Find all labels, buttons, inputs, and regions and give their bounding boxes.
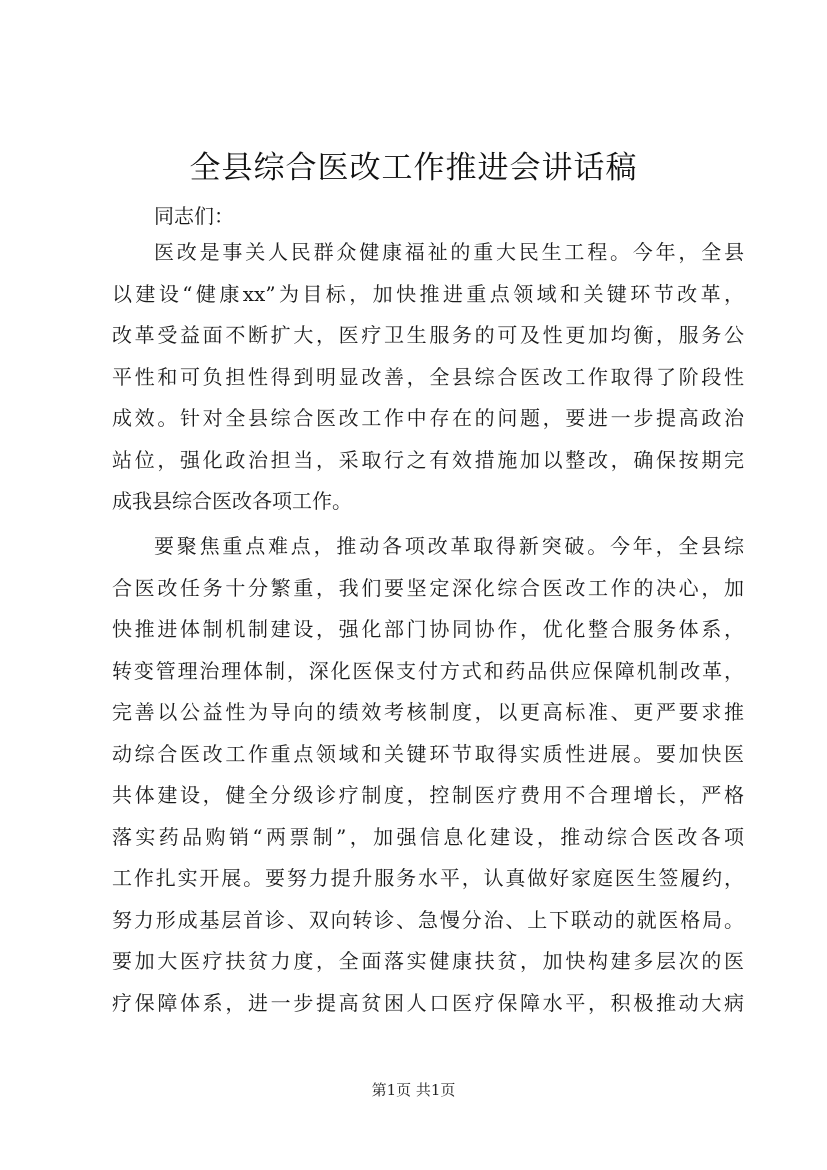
paragraph-line: 要加大医疗扶贫力度，全面落实健康扶贫，加快构建多层次的医 — [112, 949, 744, 973]
paragraph-line: 合医改任务十分繁重，我们要坚定深化综合医改工作的决心，加 — [112, 575, 744, 600]
paragraph-line: 站位，强化政治担当，采取行之有效措施加以整改，确保按期完 — [112, 447, 744, 472]
document-title: 全县综合医改工作推进会讲话稿 — [189, 150, 638, 186]
paragraph-line: 转变管理治理体制，深化医保支付方式和药品供应保障机制改革， — [112, 658, 744, 683]
salutation: 同志们： — [154, 204, 234, 228]
paragraph-line: 成我县综合医改各项工作。 — [112, 489, 352, 513]
paragraph-line: 快推进体制机制建设，强化部门协同协作，优化整合服务体系， — [112, 617, 744, 641]
paragraph-line: 疗保障体系，进一步提高贫困人口医疗保障水平，积极推动大病 — [112, 990, 744, 1015]
paragraph-1 — [112, 232, 744, 523]
paragraph-line: 以建设“健康xx”为目标，加快推进重点领域和关键环节改革， — [112, 281, 744, 306]
paragraph-line: 动综合医改工作重点领域和关键环节取得实质性进展。要加快医 — [112, 741, 744, 766]
paragraph-line: 改革受益面不断扩大，医疗卫生服务的可及性更加均衡，服务公 — [112, 323, 744, 347]
paragraph-line: 工作扎实开展。要努力提升服务水平，认真做好家庭医生签履约， — [112, 866, 744, 890]
paragraph-line: 要聚焦重点难点，推动各项改革取得新突破。今年，全县综 — [154, 534, 744, 558]
paragraph-line: 努力形成基层首诊、双向转诊、急慢分治、上下联动的就医格局。 — [112, 907, 744, 932]
paragraph-line: 共体建设，健全分级诊疗制度，控制医疗费用不合理增长，严格 — [112, 783, 744, 807]
paragraph-line: 落实药品购销“两票制”，加强信息化建设，推动综合医改各项 — [112, 824, 744, 849]
paragraph-line: 完善以公益性为导向的绩效考核制度，以更高标准、更严要求推 — [112, 700, 744, 724]
paragraph-line: 成效。针对全县综合医改工作中存在的问题，要进一步提高政治 — [112, 406, 744, 430]
page-footer: 第1页 共1页 — [371, 1081, 456, 1099]
paragraph-line: 平性和可负担性得到明显改善，全县综合医改工作取得了阶段性 — [112, 364, 744, 389]
paragraph-line: 医改是事关人民群众健康福祉的重大民生工程。今年，全县 — [154, 240, 744, 264]
paragraph-2 — [112, 526, 744, 1024]
